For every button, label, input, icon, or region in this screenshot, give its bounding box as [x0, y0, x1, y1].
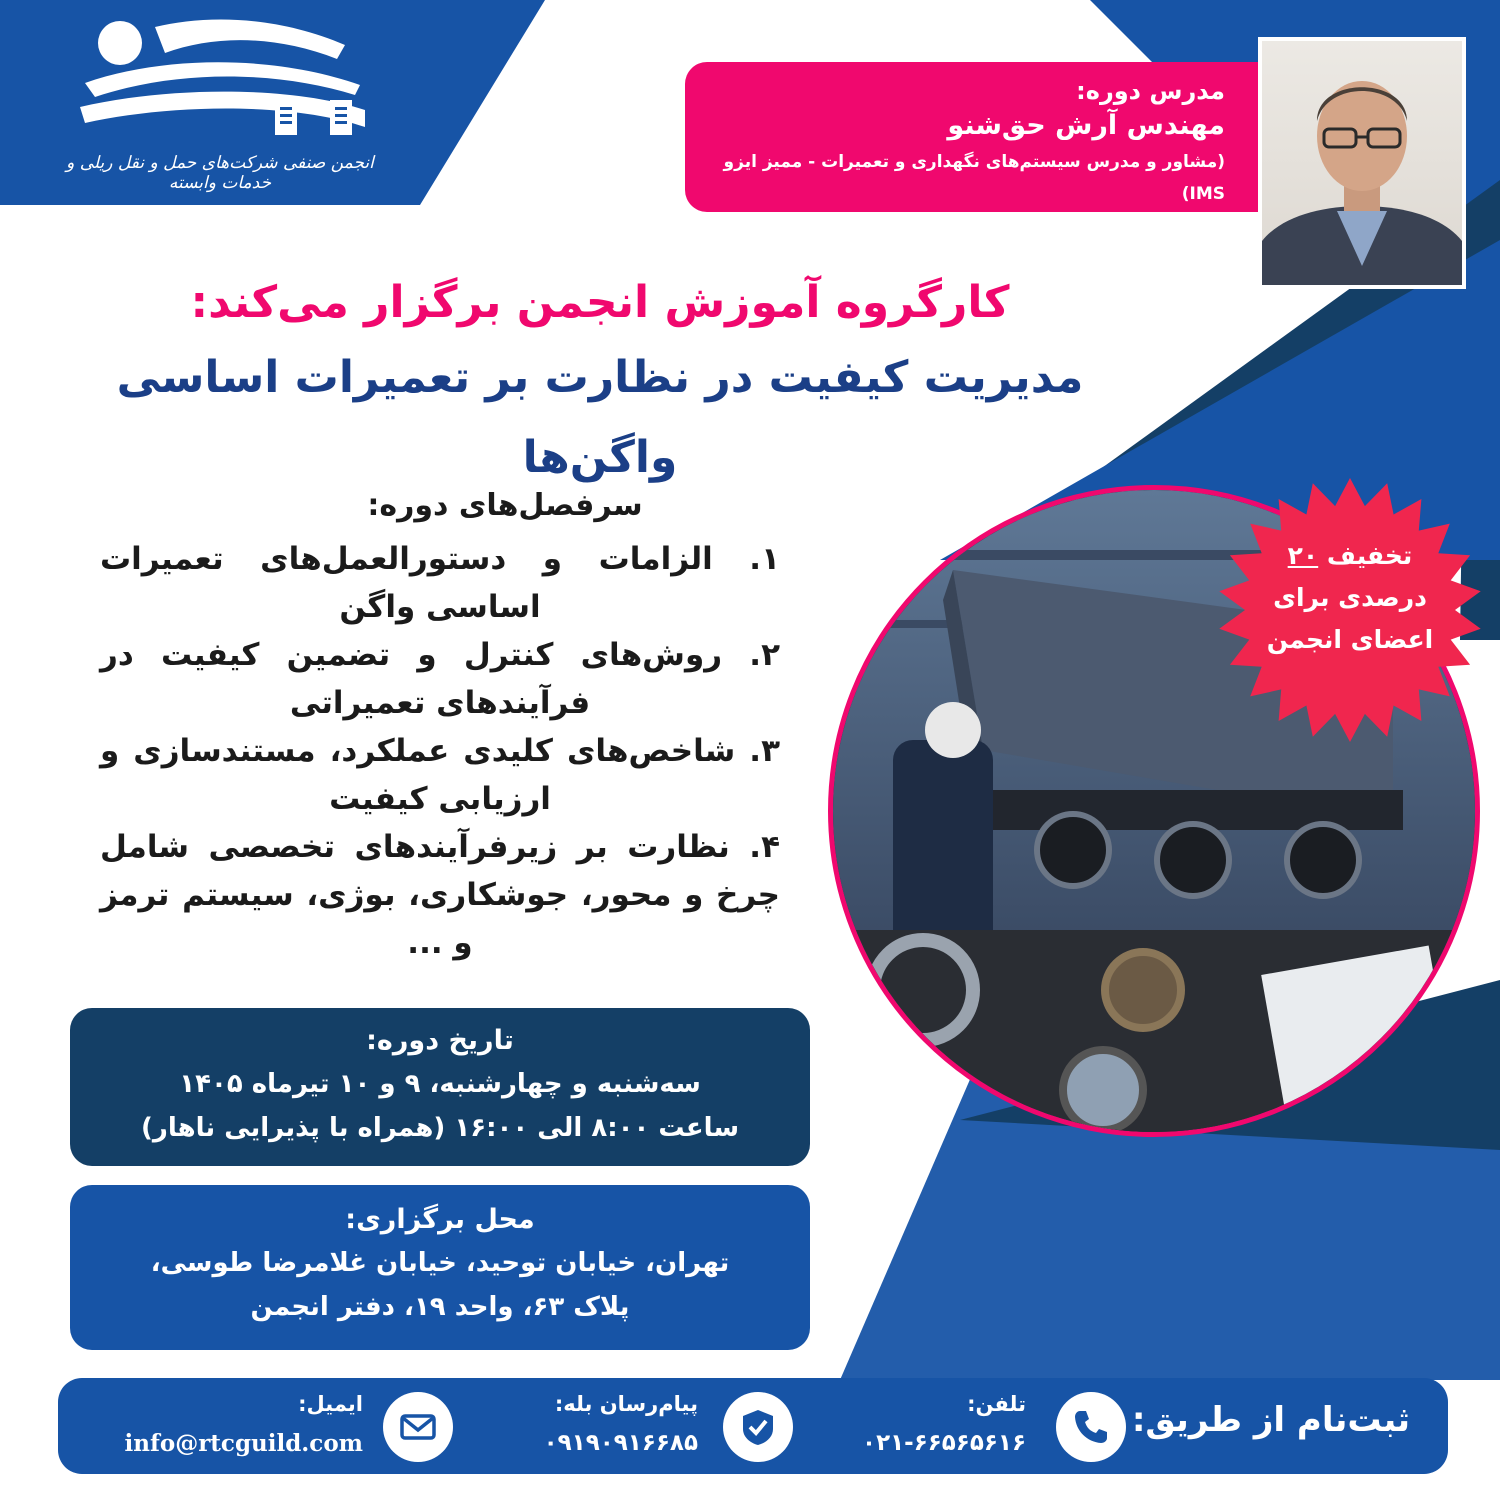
venue-title: محل برگزاری:: [345, 1204, 535, 1235]
date-title: تاریخ دوره:: [366, 1025, 514, 1056]
course-date-box: [70, 1008, 810, 1166]
venue-box: [70, 1185, 810, 1350]
check-shield-icon: [723, 1392, 793, 1462]
main-heading: [60, 268, 1140, 498]
venue-address-1: تهران، خیابان توحید، خیابان غلامرضا طوسی،: [150, 1248, 730, 1278]
association-logo: [55, 15, 385, 193]
topic-item: ۳. شاخص‌های کلیدی عملکرد، مستندسازی و ارزیابی کیفیت: [100, 733, 780, 817]
topic-item: ۱. الزامات و دستورالعمل‌های تعمیرات اساسی واگن: [100, 541, 780, 625]
email-contact[interactable]: [124, 1386, 468, 1466]
logo-caption: انجمن صنفی شرکت‌های حمل و نقل ریلی و خدمات وابسته: [66, 153, 374, 193]
email-label: ایمیل:: [298, 1392, 363, 1416]
phone-contact[interactable]: [818, 1386, 1138, 1466]
discount-line-1: [1250, 535, 1450, 577]
messenger-contact[interactable]: [543, 1386, 808, 1466]
instructor-label: مدرس دوره:: [1076, 77, 1225, 105]
instructor-description: (مشاور و مدرس سیستم‌های نگهداری و تعمیرات - ممیز ایزو IMS): [723, 152, 1225, 204]
heading-line-1: کارگروه آموزش انجمن برگزار می‌کند:: [190, 277, 1010, 328]
contact-bar: [58, 1378, 1448, 1474]
course-topics: [100, 488, 780, 967]
messenger-value[interactable]: ۰۹۱۹۰۹۱۶۶۸۵: [543, 1430, 698, 1456]
topics-header: سرفصل‌های دوره:: [367, 488, 643, 523]
instructor-name: مهندس آرش حق‌شنو: [947, 110, 1225, 141]
topic-item: ۲. روش‌های کنترل و تضمین کیفیت در فرآیندهای تعمیراتی: [100, 637, 780, 721]
topic-item: ۴. نظارت بر زیرفرآیندهای تخصصی شامل چرخ و محور، جوشکاری، بوژی، سیستم ترمز و ...: [100, 829, 780, 961]
phone-icon: [1056, 1392, 1126, 1462]
discount-line-2: درصدی برای: [1273, 583, 1427, 612]
topics-list: [100, 535, 780, 967]
email-value[interactable]: info@rtcguild.com: [124, 1430, 363, 1457]
instructor-box: [685, 62, 1275, 212]
discount-line-3: اعضای انجمن: [1266, 625, 1434, 654]
venue-address-2: پلاک ۶۳، واحد ۱۹، دفتر انجمن: [250, 1292, 630, 1322]
phone-label: تلفن:: [967, 1392, 1026, 1416]
rail-logo-mark: [75, 15, 365, 150]
course-title: مدیریت کیفیت در نظارت بر تعمیرات اساسی واگن‌ها: [116, 352, 1084, 483]
instructor-photo: [1258, 37, 1466, 289]
date-line: سه‌شنبه و چهارشنبه، ۹ و ۱۰ تیرماه ۱۴۰۵: [179, 1069, 701, 1099]
messenger-label: پیام‌رسان بله:: [554, 1392, 698, 1416]
discount-text: [1250, 535, 1450, 661]
discount-word: تخفیف: [1326, 541, 1413, 570]
phone-value[interactable]: ۰۲۱-۶۶۵۶۵۶۱۶: [862, 1430, 1026, 1456]
envelope-icon: [383, 1392, 453, 1462]
time-line: ساعت ۸:۰۰ الی ۱۶:۰۰ (همراه با پذیرایی ناهار): [140, 1113, 740, 1143]
register-label: ثبت‌نام از طریق:: [1131, 1400, 1410, 1440]
discount-number: ۲۰: [1287, 541, 1319, 570]
